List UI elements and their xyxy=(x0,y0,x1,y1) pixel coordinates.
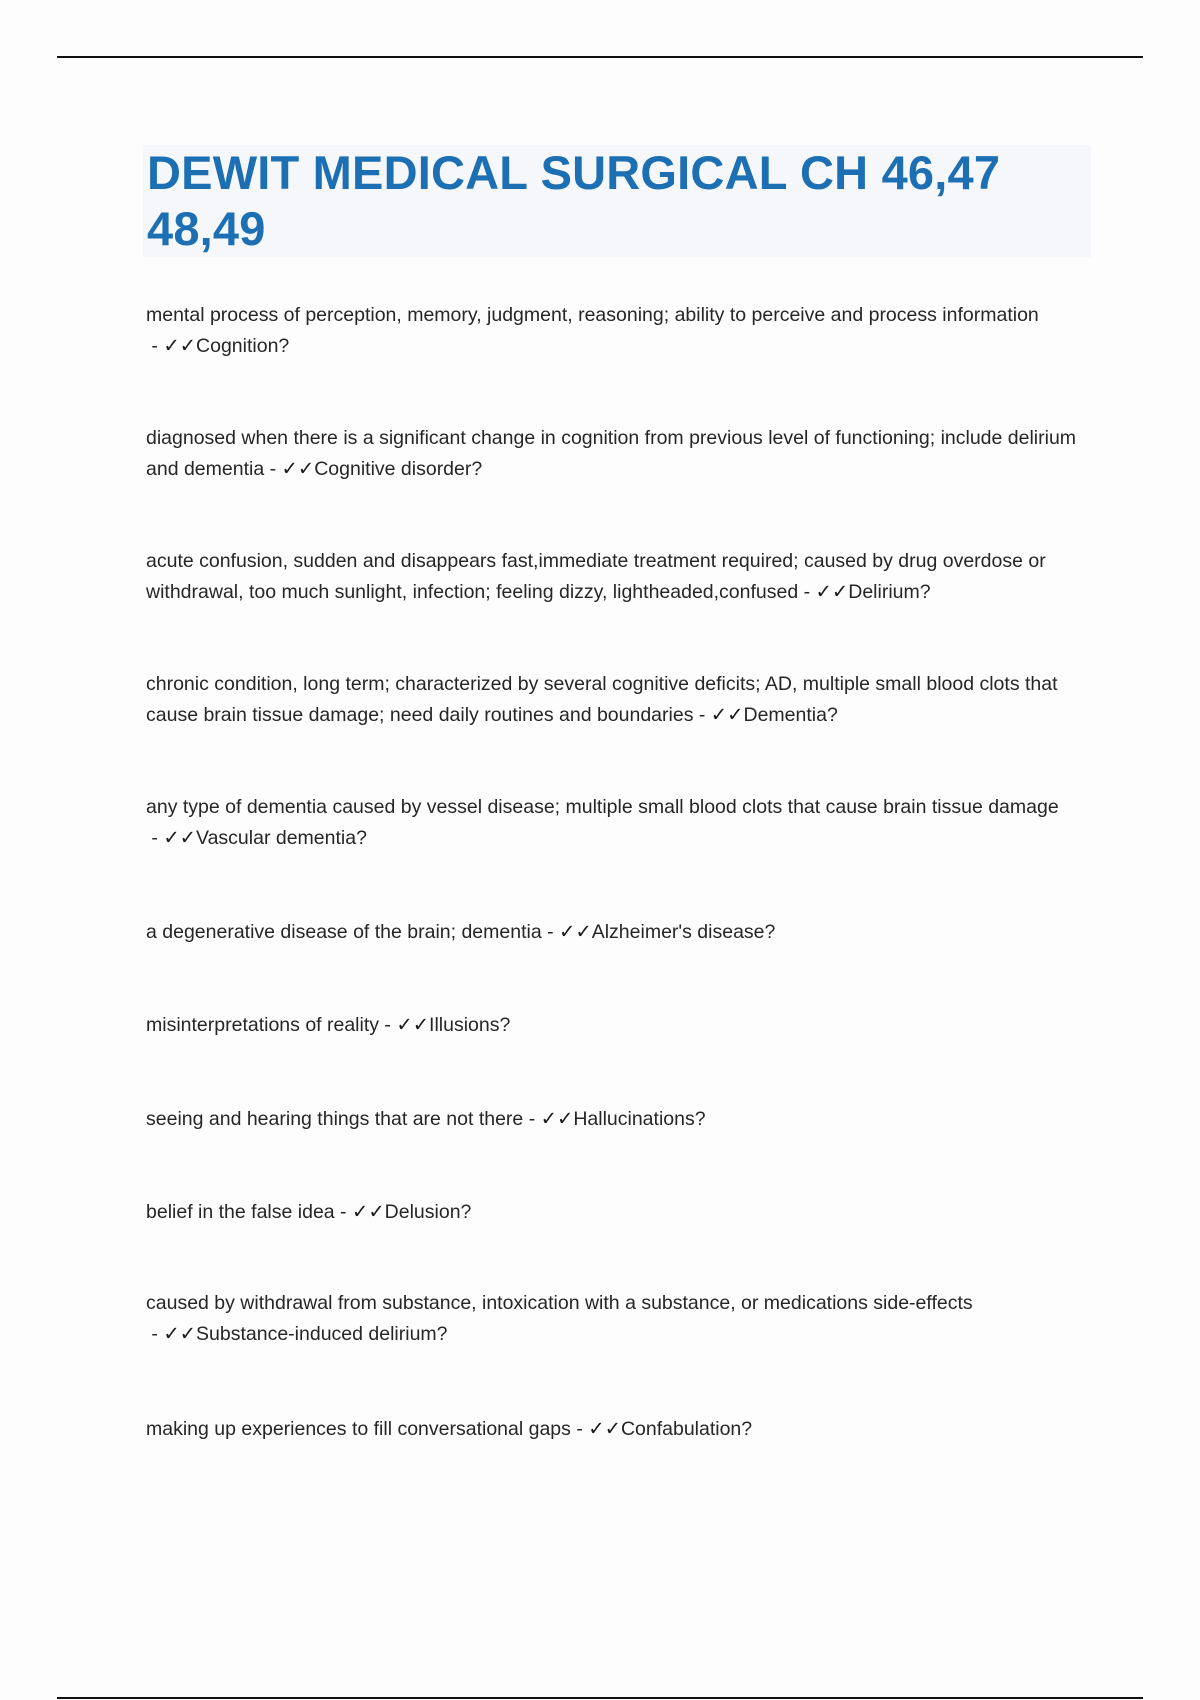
separator: - xyxy=(379,1014,397,1036)
flashcard-answer: Hallucinations? xyxy=(573,1108,706,1130)
check-marks-icon: ✓✓ xyxy=(163,827,197,849)
flashcard-answer: Delusion? xyxy=(384,1201,472,1223)
flashcard-item xyxy=(146,1104,1096,1135)
flashcard-item xyxy=(146,1288,1096,1350)
check-marks-icon: ✓✓ xyxy=(163,335,197,357)
check-marks-icon: ✓✓ xyxy=(540,1108,574,1130)
top-rule xyxy=(57,56,1143,58)
flashcard-answer: Confabulation? xyxy=(620,1418,753,1440)
check-marks-icon: ✓✓ xyxy=(815,581,849,603)
separator: - xyxy=(570,1418,589,1440)
check-marks-icon: ✓✓ xyxy=(281,458,315,480)
check-marks-icon: ✓✓ xyxy=(588,1418,621,1440)
flashcard-question: diagnosed when there is a significant change in cognition from previous level of functioning; include delirium and dementia xyxy=(146,427,1077,480)
flashcard-question: acute confusion, sudden and disappears fast,immediate treatment required; caused by drug overdose or withdrawal, too much sunlight, infection; feeling dizzy, lightheaded,confused xyxy=(146,550,1046,603)
flashcard-answer: Illusions? xyxy=(429,1014,511,1036)
check-marks-icon: ✓✓ xyxy=(163,1323,197,1345)
flashcard-question: making up experiences to fill conversational gaps xyxy=(146,1418,571,1440)
separator: - xyxy=(693,704,711,726)
check-marks-icon: ✓✓ xyxy=(351,1201,385,1223)
separator: - xyxy=(523,1108,541,1130)
separator: - xyxy=(264,458,282,480)
flashcard-answer: Substance-induced delirium? xyxy=(196,1323,448,1345)
flashcard-item xyxy=(146,546,1096,608)
flashcard-answer: Vascular dementia? xyxy=(196,827,367,849)
separator: - xyxy=(146,827,164,849)
flashcard-answer: Dementia? xyxy=(743,704,838,726)
flashcard-question: seeing and hearing things that are not there xyxy=(146,1108,524,1130)
flashcard-question: chronic condition, long term; characterized by several cognitive deficits; AD, multiple small blood clots that cause brain tissue damage; need daily routines and boundaries xyxy=(146,673,1058,726)
flashcard-answer: Cognitive disorder? xyxy=(314,458,483,480)
flashcard-item xyxy=(146,423,1096,485)
flashcard-question: a degenerative disease of the brain; dementia xyxy=(146,921,542,943)
flashcard-question: mental process of perception, memory, judgment, reasoning; ability to perceive and process information xyxy=(146,304,1039,326)
check-marks-icon: ✓✓ xyxy=(396,1014,430,1036)
flashcard-item xyxy=(146,917,1096,948)
flashcard-question: misinterpretations of reality xyxy=(146,1014,380,1036)
flashcard-item xyxy=(146,1197,1096,1228)
flashcard-item xyxy=(146,1414,1096,1445)
check-marks-icon: ✓✓ xyxy=(559,921,592,943)
separator: - xyxy=(146,335,164,357)
flashcard-question: belief in the false idea xyxy=(146,1201,335,1223)
bottom-rule xyxy=(57,1697,1143,1699)
flashcard-answer: Alzheimer's disease? xyxy=(591,921,776,943)
flashcard-item xyxy=(146,1010,1096,1041)
flashcard-item xyxy=(146,300,1096,362)
title-banner xyxy=(143,145,1091,257)
flashcard-question: caused by withdrawal from substance, intoxication with a substance, or medications side-effects xyxy=(146,1292,973,1314)
separator: - xyxy=(541,921,560,943)
separator: - xyxy=(798,581,816,603)
separator: - xyxy=(334,1201,352,1223)
document-title: DEWIT MEDICAL SURGICAL CH 46,47 48,49 xyxy=(147,146,1001,255)
flashcard-item xyxy=(146,792,1096,854)
check-marks-icon: ✓✓ xyxy=(710,704,744,726)
separator: - xyxy=(146,1323,164,1345)
flashcard-answer: Delirium? xyxy=(848,581,931,603)
flashcard-item xyxy=(146,669,1096,731)
flashcard-answer: Cognition? xyxy=(196,335,290,357)
flashcard-question: any type of dementia caused by vessel disease; multiple small blood clots that cause brain tissue damage xyxy=(146,796,1059,818)
